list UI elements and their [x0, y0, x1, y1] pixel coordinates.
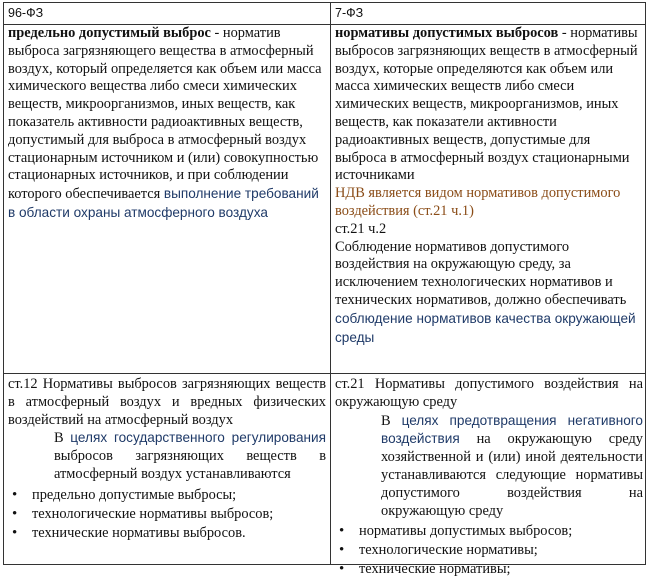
pdv-highlight: выполнение требований в области охраны атмосферного воздуха: [8, 186, 319, 220]
ndv-term: нормативы допустимых выбросов: [335, 25, 559, 41]
st12-list: [8, 486, 326, 543]
compliance-text: Соблюдение нормативов допустимого воздействия на окружающую среду, за исключением технологических нормативов и технических нормативов, должно обеспечивать: [335, 238, 627, 308]
list-item: • технические нормативы выбросов.: [8, 524, 326, 543]
st21-list: [335, 522, 643, 579]
header-96-fz: 96-ФЗ: [8, 6, 44, 20]
st21-intro-highlight: целях предотвращения негативного воздействия: [381, 412, 643, 447]
st12-intro: [8, 429, 326, 483]
pdv-term: предельно допустимый выброс: [8, 25, 211, 41]
list-item: • предельно допустимые выбросы;: [8, 486, 326, 505]
ndv-note: НДВ является видом нормативов допустимого воздействия (ст.21 ч.1): [335, 185, 621, 219]
article-ref: ст.21 ч.2: [335, 220, 387, 237]
st21-intro-rest: на окружающую среду хозяйственной и (или) иной деятельности устанавливаются следующие нормативы допустимого воздействия на окружающую среду: [381, 431, 643, 519]
st12-intro-rest: выбросов загрязняющих веществ в атмосферный воздух устанавливаются: [54, 448, 326, 482]
pdv-definition-cell: [8, 25, 326, 223]
st21-title: ст.21 Нормативы допустимого воздействия на окружающую среду: [335, 376, 643, 410]
comparison-table: [3, 2, 646, 578]
pdv-definition: - норматив выброса загрязняющего вещества в атмосферный воздух, который определяется как объем или масса химического вещества либо смеси химических веществ, микроорганизмов, иных веществ, как показатель активности радиоактивных веществ, допустимый для выброса в атмосферный воздух стационарным источником и (или) совокупностью стационарных источников, и при соблюдении которого обеспечивается: [8, 25, 322, 203]
st12-title: ст.12 Нормативы выбросов загрязняющих веществ в атмосферный воздух и вредных физических воздействий на атмосферный воздух: [8, 376, 326, 428]
st21-intro: [335, 412, 643, 521]
st12-intro-prefix: В: [54, 430, 71, 447]
ndv-definition-cell: [335, 25, 643, 347]
ndv-definition-block: [335, 25, 643, 185]
compliance-highlight: соблюдение нормативов качества окружающей среды: [335, 310, 636, 345]
list-item: • технологические нормативы выбросов;: [8, 505, 326, 524]
ndv-definition: - нормативы выбросов загрязняющих веществ в атмосферный воздух, которые определяются как объем или масса химических веществ либо смеси химических веществ, микроорганизмов, иных веществ, как показатели активности радиоактивных веществ, допустимые для выброса в атмосферный воздух стационарными источниками: [335, 25, 638, 184]
st12-cell: [8, 376, 326, 543]
row-divider: [4, 373, 645, 374]
st21-cell: [335, 376, 643, 579]
list-item: • технологические нормативы;: [335, 541, 643, 560]
compliance-para: [335, 239, 643, 348]
st12-intro-highlight: целях государственного регулирования: [70, 430, 326, 446]
st21-intro-prefix: В: [381, 412, 402, 429]
column-divider: [330, 3, 331, 564]
list-item: • технические нормативы;: [335, 560, 643, 579]
list-item: • нормативы допустимых выбросов;: [335, 522, 643, 541]
header-7-fz: 7-ФЗ: [335, 6, 364, 20]
